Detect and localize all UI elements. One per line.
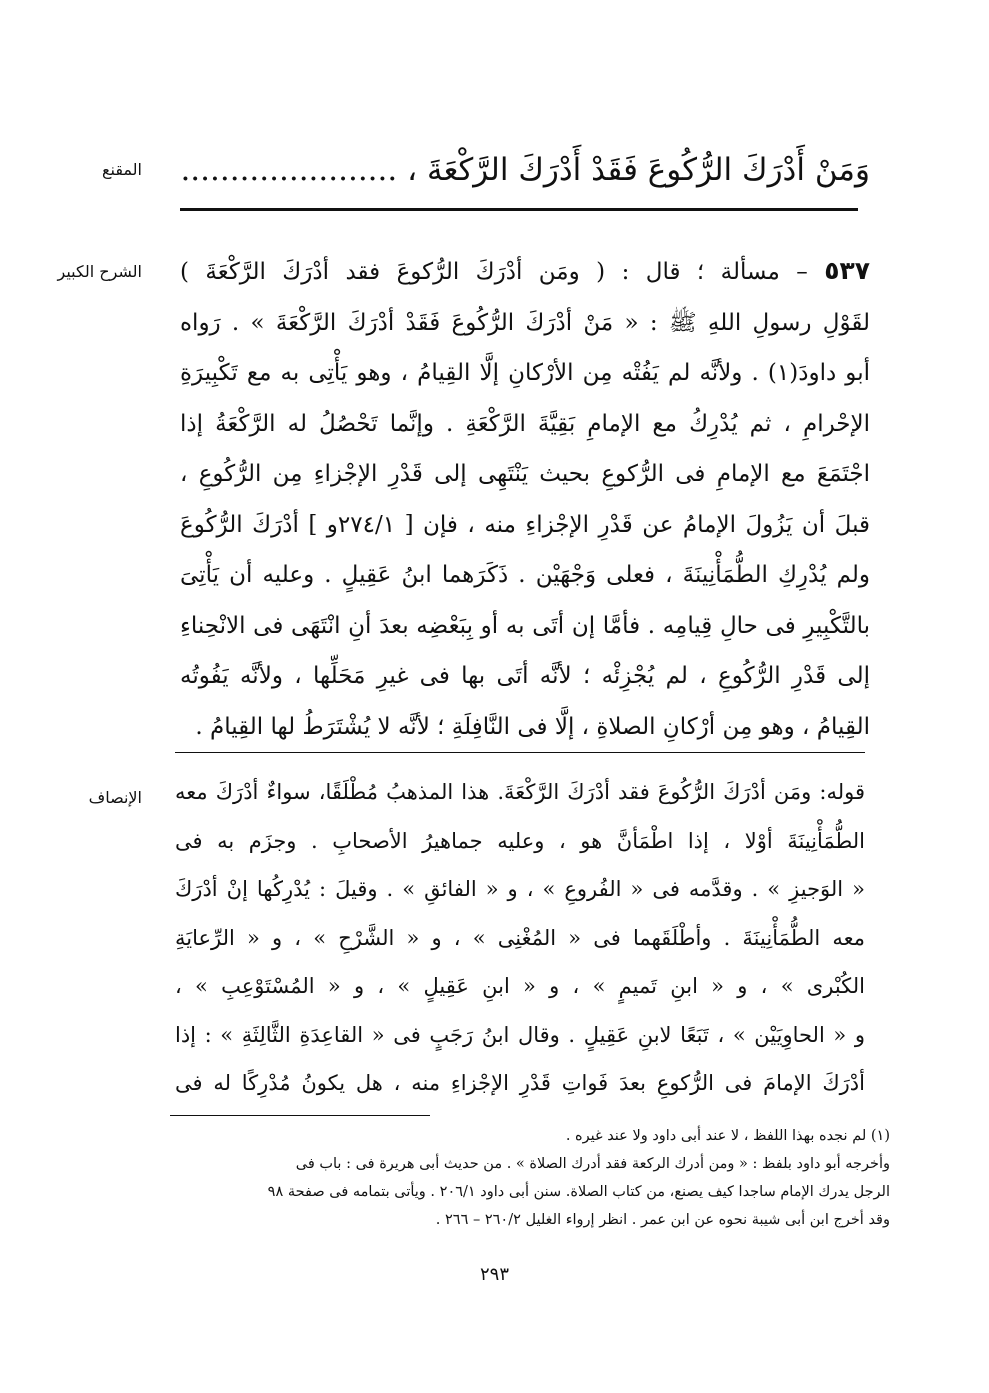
sharh-line: القِيامُ ، وهو مِن أرْكانِ الصلاةِ ، إلَّا فى النَّافِلَةِ ؛ لأنَّه لا يُشْتَرَطُ لها القِيامُ .	[195, 713, 870, 740]
footnotes	[170, 1122, 890, 1234]
margin-label-muqni: المقنع	[101, 160, 142, 179]
masala-number: ٥٣٧	[824, 256, 870, 285]
sharh-line: قبلَ أن يَزُولَ الإمامُ عن قَدْرِ الإجْزاءِ منه ، فإن [ ٢٧٤/١و ] أدْرَكَ الرُّكُوعَ	[180, 511, 870, 538]
page-number: ٢٩٣	[479, 1264, 509, 1285]
insaf-line: و « الحاوِيَيْن » ، تَبَعًا لابنِ عَقِيلٍ . وقال ابنُ رَجَبٍ فى « القاعِدَةِ الثَّالِثَةِ » : إذا	[175, 1022, 865, 1047]
sharh-line	[180, 246, 870, 298]
matn-text: وَمَنْ أَدْرَكَ الرُّكُوعَ فَقَدْ أَدْرَكَ الرَّكْعَةَ ،	[407, 152, 870, 188]
sharh-line: لقَوْلِ رسولِ اللهِ ﷺ : « مَنْ أدْرَكَ الرُّكُوعَ فَقَدْ أدْرَكَ الرَّكْعَةَ » . رَواه	[180, 309, 870, 336]
sharh-line: بالتَّكْبِيرِ فى حالِ قِيامِه . فأمَّا إن أتَى به أو بِبَعْضِه بعدَ أنِ انْتَهَى فى الانْحِناءِ	[180, 612, 870, 639]
footnote-line: الرجل يدرك الإمام ساجدا كيف يصنع، من كتاب الصلاة. سنن أبى داود ٢٠٦/١ . ويأتى بتمامه فى صفحة ٩٨	[267, 1184, 890, 1200]
sharh-line: ولم يُدْرِكِ الطُّمَأْنِينَةَ ، فعلى وَجْهَيْن . ذَكَرَهما ابنُ عَقِيلٍ . وعليه أن يَأْتِىَ	[180, 562, 870, 588]
insaf-block	[175, 768, 865, 1108]
margin-label-insaf: الإنصاف	[88, 788, 142, 807]
top-divider	[180, 208, 858, 211]
insaf-line: الكُبْرى » ، و « ابنِ تَميمٍ » ، و « ابنِ عَقِيلٍ » ، و « المُسْتَوْعِبِ » ،	[175, 974, 865, 998]
sharh-line: اجْتَمَعَ مع الإمامِ فى الرُّكوعِ بحيث يَنْتَهِى إلى قَدْرِ الإجْزاءِ مِن الرُّكُوعِ ،	[180, 461, 870, 487]
footnote-line: وأخرجه أبو داود بلفظ : « ومن أدرك الركعة فقد أدرك الصلاة » . من حديث أبى هريرة فى : باب فى	[295, 1156, 890, 1172]
footnote-line: وقد أخرج ابن أبى شيبة نحوه عن ابن عمر . انظر إرواء الغليل ٢٦٠/٢ – ٢٦٦ .	[435, 1212, 890, 1228]
middle-divider	[175, 752, 865, 753]
sharh-line: إلى قَدْرِ الرُّكُوعِ ، لم يُجْزِئْه ؛ لأنَّه أتَى بها فى غيرِ مَحَلِّها ، ولأنَّه يَفُوتُه	[180, 663, 870, 689]
insaf-line: « الوَجيزِ » . وقدَّمه فى « الفُروعِ » ، و « الفائقِ » . وقيلَ : يُدْرِكُها إنْ أدْرَكَ	[175, 877, 865, 901]
matn-line	[180, 142, 870, 198]
footnote-divider	[170, 1115, 430, 1116]
sharh-line-text: – مسألة ؛ قال : ( ومَن أدْرَكَ الرُّكوعَ فقد أدْرَكَ الرَّكْعَةَ )	[180, 259, 808, 285]
insaf-line: أدْرَكَ الإمامَ فى الرُّكوعِ بعدَ فَواتِ قَدْرِ الإجْزاءِ منه ، هل يكونُ مُدْرِكًا له فى	[175, 1071, 865, 1095]
insaf-line: الطُّمَأْنِينَةَ أوْلا ، إذا اطْمَأنَّ هو ، وعليه جماهيرُ الأصحابِ . وجزَم به فى	[175, 828, 865, 853]
insaf-line: قوله: ومَن أدْرَكَ الرُّكُوعَ فقد أدْرَكَ الرَّكْعَةَ. هذا المذهبُ مُطْلَقًا، سواءٌ أدْرَكَ معه	[175, 780, 865, 804]
insaf-line: معه الطُّمَأْنِينَةَ . وأطْلَقَهما فى « المُغْنِى » ، و « الشَّرْحِ » ، و « الرِّعايَةِ	[175, 925, 865, 950]
sharh-block	[180, 246, 870, 752]
sharh-line: أبو داودَ(١) . ولأنَّه لم يَفُتْه مِن الأرْكانِ إلَّا القِيامُ ، وهو يَأْتِى به مع تَكْبِيرَةِ	[180, 360, 870, 386]
footnote-line: (١) لم نجده بهذا اللفظ ، لا عند أبى داود ولا عند غيره .	[565, 1128, 890, 1144]
sharh-line: الإحْرامِ ، ثم يُدْرِكُ مع الإمامِ بَقِيَّةَ الرَّكْعَةِ . وإنَّما تَحْصُلُ له الرَّكْعَةُ إذا	[180, 410, 870, 437]
margin-label-sharh: الشرح الكبير	[57, 262, 142, 281]
matn-dots: ......................	[180, 152, 398, 188]
